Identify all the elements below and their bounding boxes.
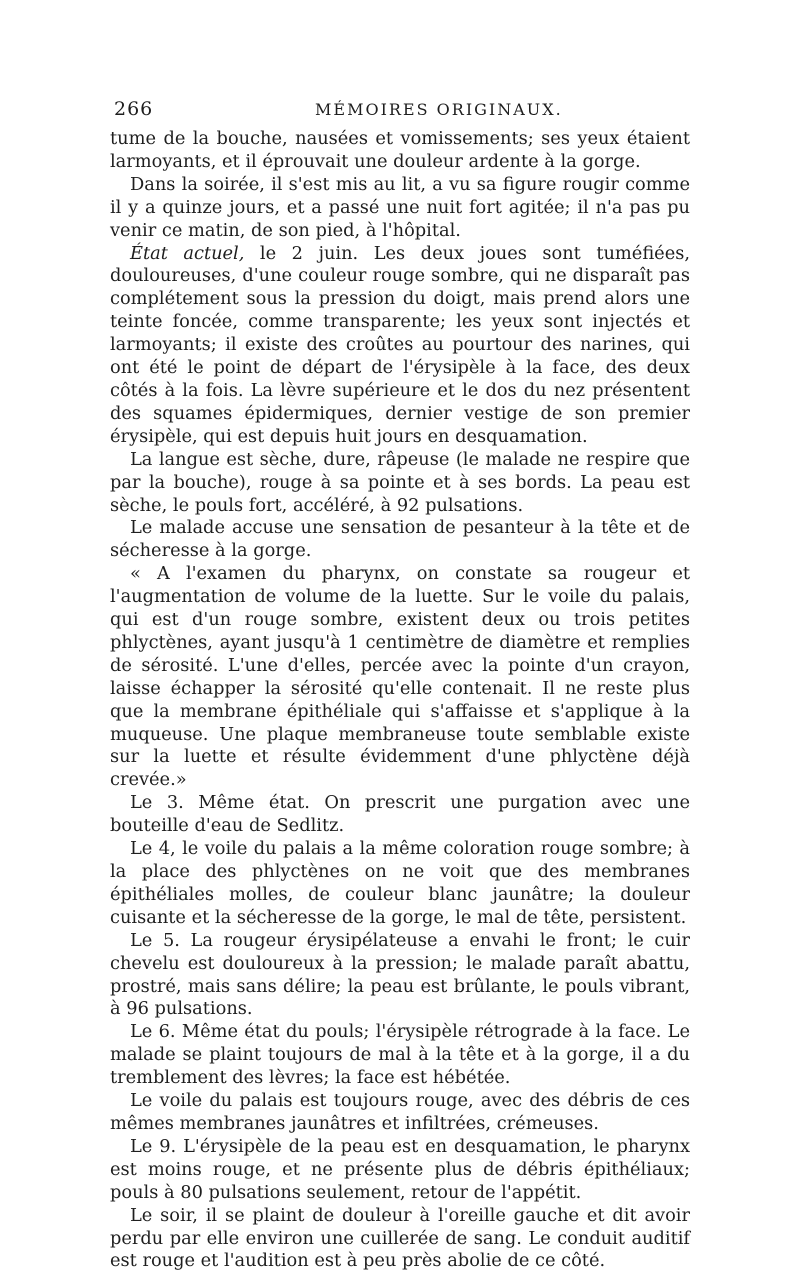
- paragraph-text: « A l'examen du pharynx, on constate sa rougeur et l'augmentation de volume de la luette. Sur le voile du palais, qui est d'un rouge sombre, existent deux ou trois petites phlyctènes, ayant jusqu'à 1 centimètre de diamètre et remplies de sérosité. L'une d'elles, percée avec la pointe d'un crayon, laisse échapper la sérosité qu'elle contenait. Il ne reste plus que la membrane épithéliale qui s'affaisse et s'applique à la muqueuse. Une plaque membraneuse toute semblable existe sur la luette et résulte évidemment d'une phlyctène déjà crevée.»: [110, 563, 690, 791]
- book-page: [110, 98, 690, 1273]
- paragraph-palate: [110, 1090, 690, 1136]
- paragraph-day-9: [110, 1136, 690, 1205]
- paragraph-lead: État actuel,: [130, 242, 245, 264]
- paragraph-tongue: [110, 449, 690, 518]
- page-number: 266: [114, 98, 154, 120]
- paragraph-day-4: [110, 838, 690, 930]
- paragraph-text: Le voile du palais est toujours rouge, avec des débris de ces mêmes membranes jaunâtres et infiltrées, crémeuses.: [110, 1090, 690, 1134]
- paragraph-day-3: [110, 792, 690, 838]
- paragraph-text: Le 4, le voile du palais a la même coloration rouge sombre; à la place des phlyctènes on ne voit que des membranes épithéliales molles, de couleur blanc jaunâtre; la douleur cuisante et la sécheresse de la gorge, le mal de tête, persistent.: [110, 838, 690, 928]
- paragraph-text: Dans la soirée, il s'est mis au lit, a vu sa figure rougir comme il y a quinze jours, et a passé une nuit fort agitée; il n'a pas pu venir ce matin, de son pied, à l'hôpital.: [110, 173, 690, 241]
- paragraph-text: tume de la bouche, nausées et vomissements; ses yeux étaient larmoyants, et il éprouvait une douleur ardente à la gorge.: [110, 128, 690, 172]
- body-text: [110, 128, 690, 1273]
- paragraph-current-state: [110, 243, 690, 449]
- paragraph-text: Le 5. La rougeur érysipélateuse a envahi le front; le cuir chevelu est douloureux à la pression; le malade paraît abattu, prostré, mais sans délire; la peau est brûlante, le pouls vibrant, à 96 pulsations.: [110, 929, 690, 1020]
- paragraph-day-5: [110, 930, 690, 1022]
- paragraph-text: Le 3. Même état. On prescrit une purgation avec une bouteille d'eau de Sedlitz.: [110, 792, 690, 837]
- paragraph-continuation: [110, 128, 690, 174]
- paragraph-text: Le 9. L'érysipèle de la peau est en desquamation, le pharynx est moins rouge, et ne présente plus de débris épithéliaux; pouls à 80 pulsations seulement, retour de l'appétit.: [110, 1135, 690, 1203]
- paragraph-pharynx-exam: [110, 563, 690, 792]
- paragraph-text: Le soir, il se plaint de douleur à l'oreille gauche et dit avoir perdu par elle environ une cuillerée de sang. Le conduit auditif est rouge et l'audition est à peu près abolie de ce côté.: [110, 1204, 690, 1272]
- running-head: [110, 98, 690, 124]
- paragraph-text: Le 6. Même état du pouls; l'érysipèle rétrograde à la face. Le malade se plaint toujours de mal à la tête et à la gorge, il a du tremblement des lèvres; la face est hébétée.: [110, 1021, 690, 1089]
- paragraph-complaint: [110, 517, 690, 563]
- paragraph-day-6: [110, 1021, 690, 1090]
- paragraph-text: le 2 juin. Les deux joues sont tuméfiées, douloureuses, d'une couleur rouge sombre, qui ne disparaît pas complétement sous la pression du doigt, mais prend alors une teinte foncée, comme transparente; les yeux sont injectés et larmoyants; il existe des croûtes au pourtour des narines, qui ont été le point de départ de l'érysipèle à la face, des deux côtés à la fois. La lèvre supérieure et le dos du nez présentent des squames épidermiques, dernier vestige de son premier érysipèle, qui est depuis huit jours en desquamation.: [110, 242, 691, 447]
- paragraph-text: Le malade accuse une sensation de pesanteur à la tête et de sécheresse à la gorge.: [110, 517, 690, 562]
- paragraph-text: La langue est sèche, dure, râpeuse (le malade ne respire que par la bouche), rouge à sa pointe et à ses bords. La peau est sèche, le pouls fort, accéléré, à 92 pulsations.: [110, 448, 690, 516]
- running-title: MÉMOIRES ORIGINAUX.: [315, 100, 563, 119]
- paragraph-evening: [110, 174, 690, 243]
